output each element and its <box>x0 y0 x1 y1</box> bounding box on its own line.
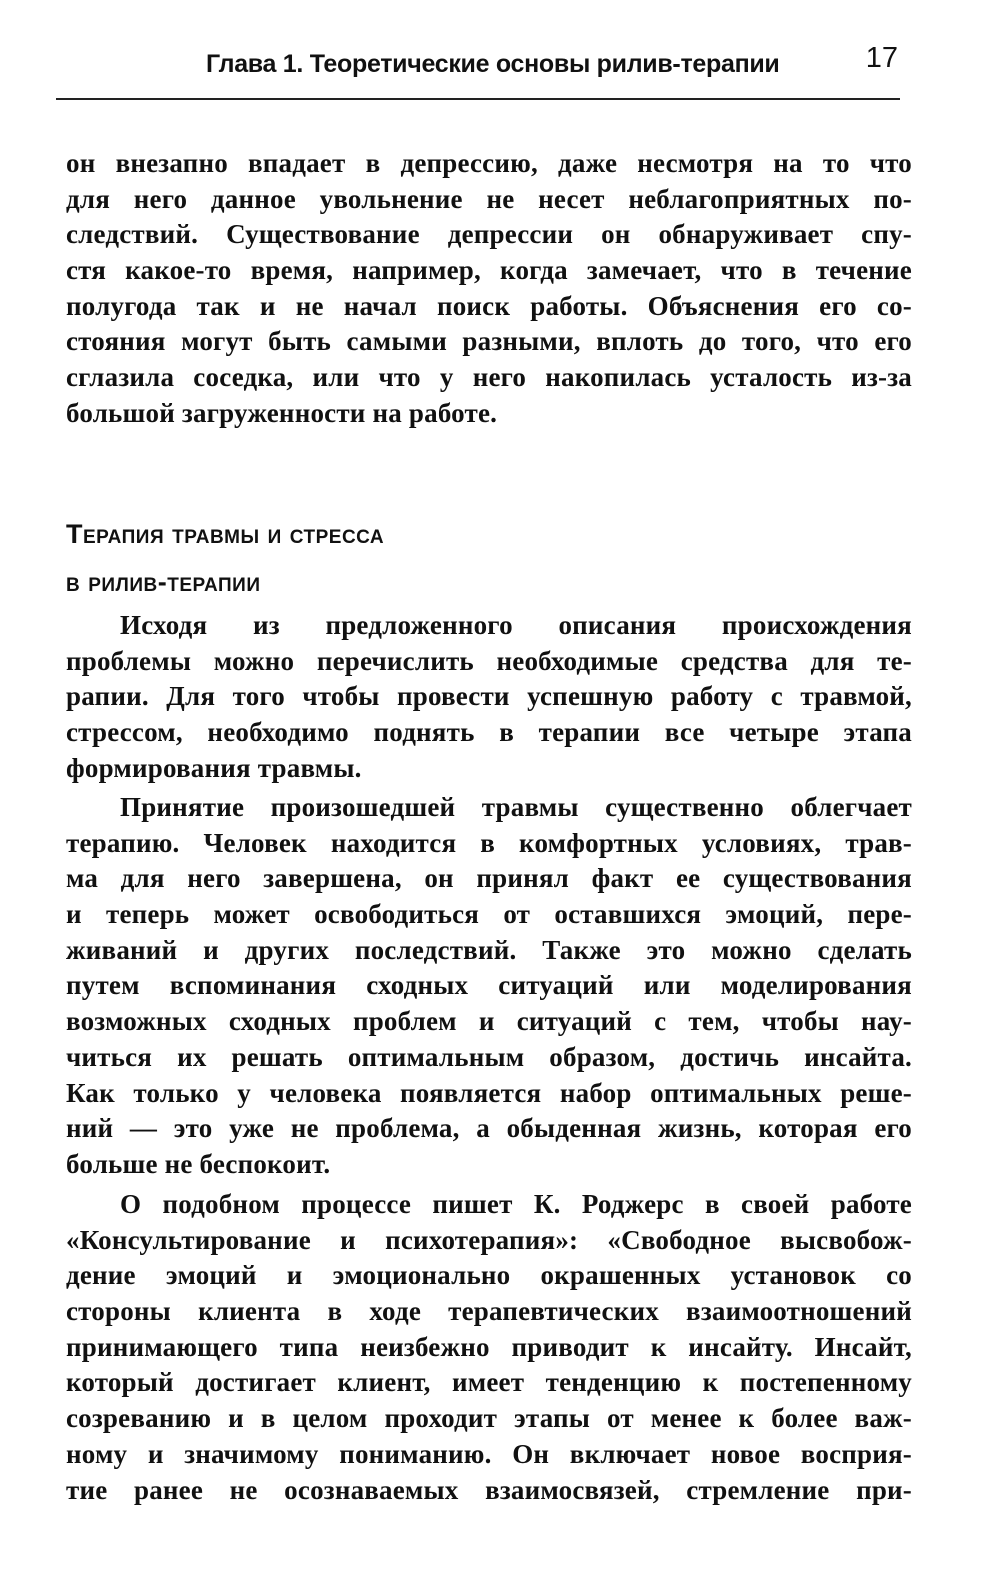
intro-paragraph <box>66 146 912 432</box>
text-line: Как только у человека появляется набор оптимальных реше- <box>66 1077 912 1108</box>
text-line: формирования травмы. <box>66 752 362 783</box>
text-line: принимающего типа неизбежно приводит к инсайту. Инсайт, <box>66 1331 912 1362</box>
text-line: проблемы можно перечислить необходимые средства для те- <box>66 645 912 676</box>
section-heading <box>66 510 686 606</box>
text-line: и теперь может освободиться от оставшихся эмоций, пере- <box>66 899 912 930</box>
text-line: сглазила соседка, или что у него накопилась усталость из-за <box>66 362 912 393</box>
text-line: который достигает клиент, имеет тенденцию к постепенному <box>66 1367 912 1398</box>
text-line: стя какое-то время, например, когда замечает, что в течение <box>66 255 912 286</box>
paragraph-1 <box>66 608 912 786</box>
text-line: «Консультирование и психотерапия»: «Свободное высвобож- <box>66 1224 912 1255</box>
text-line: для него данное увольнение не несет неблагоприятных по- <box>66 183 912 214</box>
paragraph-2 <box>66 790 912 1183</box>
text-line: ма для него завершена, он принял факт ее существования <box>66 863 912 894</box>
text-line: Принятие произошедшей травмы существенно облегчает <box>120 792 912 822</box>
text-line: читься их решать оптимальным образом, достичь инсайта. <box>66 1041 912 1072</box>
text-line: рапии. Для того чтобы провести успешную работу с травмой, <box>66 681 912 712</box>
text-line: созреванию и в целом проходит этапы от менее к более важ- <box>66 1403 912 1434</box>
text-line: ному и значимому пониманию. Он включает новое восприя- <box>66 1438 912 1469</box>
page-number: 17 <box>865 42 898 74</box>
running-title: Глава 1. Теоретические основы рилив-терапии <box>206 50 780 78</box>
text-line: стороны клиента в ходе терапевтических взаимоотношений <box>66 1296 912 1327</box>
running-header <box>56 38 900 100</box>
text-line: большой загруженности на работе. <box>66 397 498 428</box>
section-heading-line-1: Терапия травмы и стресса <box>66 519 385 549</box>
text-line: О подобном процессе пишет К. Роджерс в своей работе <box>120 1189 912 1219</box>
text-line: Исходя из предложенного описания происхождения <box>120 610 912 640</box>
text-line: стрессом, необходимо поднять в терапии все четыре этапа <box>66 717 912 748</box>
text-line: следствий. Существование депрессии он обнаруживает спу- <box>66 219 912 250</box>
text-line: полугода так и не начал поиск работы. Объяснения его со- <box>66 290 912 321</box>
text-line: больше не беспокоит. <box>66 1148 331 1179</box>
paragraph-3 <box>66 1187 912 1508</box>
text-line: путем вспоминания сходных ситуаций или моделирования <box>66 970 912 1001</box>
text-line: дение эмоций и эмоционально окрашенных установок со <box>66 1260 912 1291</box>
text-line: живаний и других последствий. Также это можно сделать <box>66 934 912 965</box>
text-line: ний — это уже не проблема, а обыденная жизнь, которая его <box>66 1113 912 1144</box>
text-line: стояния могут быть самыми разными, вплоть до того, что его <box>66 326 912 357</box>
section-heading-line-2: в рилив-терапии <box>66 567 261 597</box>
text-line: он внезапно впадает в депрессию, даже несмотря на то что <box>66 148 912 178</box>
text-line: тие ранее не осознаваемых взаимосвязей, стремление при- <box>66 1474 912 1505</box>
text-line: терапию. Человек находится в комфортных условиях, трав- <box>66 827 912 858</box>
text-line: возможных сходных проблем и ситуаций с тем, чтобы нау- <box>66 1006 912 1037</box>
